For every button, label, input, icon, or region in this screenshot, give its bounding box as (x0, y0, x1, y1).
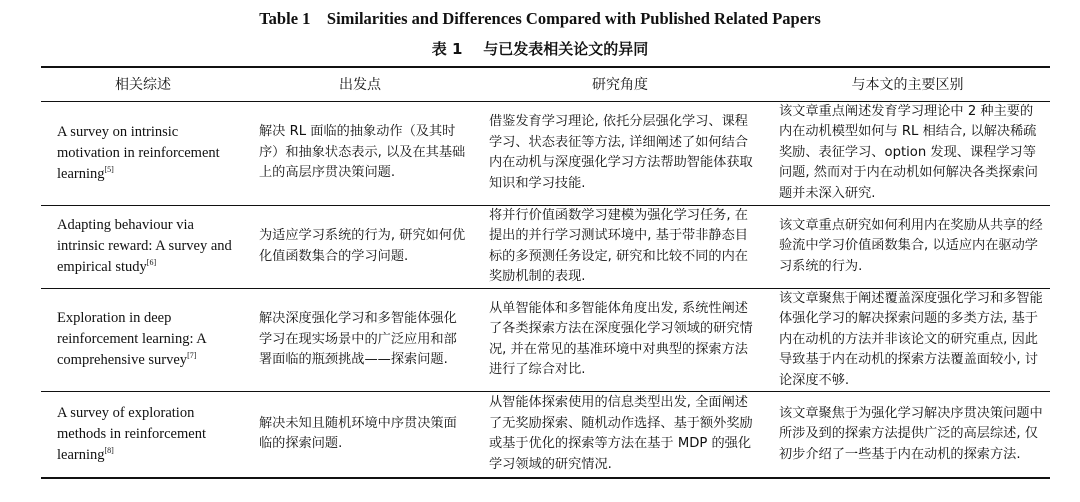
citation-ref: [8] (104, 445, 114, 455)
table-header-row (41, 67, 1050, 101)
comparison-table (41, 66, 1050, 479)
related-survey-cell (41, 392, 245, 478)
paper-title: A survey on intrinsic motivation in reinforcement learning (57, 123, 220, 182)
difference-cell: 该文章重点阐述发育学习理论中 2 种主要的内在动机模型如何与 RL 相结合, 以解决稀疏奖励、表征学习、option 发现、课程学习等问题, 然而对于内在动机如何解决各类探索问题并未深入研究. (779, 103, 1038, 201)
perspective-cell: 从单智能体和多智能体角度出发, 系统性阐述了各类探索方法在深度强化学习领域的研究情况, 并在常见的基准环境中对典型的探索方法进行了综合对比. (489, 300, 753, 378)
paper-title: Adapting behaviour via intrinsic reward: A survey and empirical study (57, 217, 232, 275)
perspective-cell: 将并行价值函数学习建模为强化学习任务, 在提出的并行学习测试环境中, 基于带非静态目标的多预测任务设定, 研究和比较不同的内在奖励机制的表现. (489, 207, 748, 284)
related-survey-cell (41, 101, 245, 205)
table-row (41, 101, 1050, 205)
motivation-cell: 解决 RL 面临的抽象动作（及其时序）和抽象状态表示, 以及在其基础上的高层序贯决策问题. (259, 124, 466, 181)
motivation-cell: 解决深度强化学习和多智能体强化学习在现实场景中的广泛应用和部署面临的瓶颈挑战——探索问题. (259, 311, 457, 367)
header-related-survey: 相关综述 (115, 77, 171, 94)
table-row (41, 392, 1050, 478)
difference-cell: 该文章聚焦于阐述覆盖深度强化学习和多智能体强化学习的解决探索问题的多类方法, 基于内在动机的方法并非该论文的研究重点, 因此导致基于内在动机的探索方法覆盖面较小, 讨论深度不够. (779, 290, 1043, 388)
perspective-cell: 从智能体探索使用的信息类型出发, 全面阐述了无奖励探索、随机动作选择、基于额外奖励或基于优化的探索等方法在基于 MDP 的强化学习领域的研究情况. (489, 395, 753, 472)
paper-title: A survey of exploration methods in reinforcement learning (57, 404, 206, 463)
related-survey-cell (41, 205, 245, 288)
perspective-cell: 借鉴发育学习理论, 依托分层强化学习、课程学习、状态表征等方法, 详细阐述了如何结合内在动机与深度强化学习方法帮助智能体获取知识和学习技能. (489, 114, 753, 191)
citation-ref: [6] (146, 258, 157, 267)
related-survey-cell (41, 288, 245, 392)
table-title-english: Table 1 Similarities and Differences Compared with Published Related Papers (259, 9, 821, 28)
table-title-chinese: 表 1 与已发表相关论文的异同 (431, 40, 649, 58)
paper-title: Exploration in deep reinforcement learning: A comprehensive survey (57, 310, 206, 369)
header-research-perspective: 研究角度 (592, 77, 648, 94)
motivation-cell: 为适应学习系统的行为, 研究如何优化值函数集合的学习问题. (259, 228, 466, 264)
difference-cell: 该文章聚焦于为强化学习解决序贯决策问题中所涉及到的探索方法提供广泛的高层综述, 仅初步介绍了一些基于内在动机的探索方法. (779, 405, 1043, 462)
citation-ref: [5] (104, 164, 114, 174)
table-row (41, 205, 1050, 288)
table-row (41, 288, 1050, 392)
motivation-cell: 解决未知且随机环境中序贯决策面临的探索问题. (259, 415, 457, 452)
difference-cell: 该文章重点研究如何利用内在奖励从共享的经验流中学习价值函数集合, 以适应内在驱动学习系统的行为. (779, 217, 1043, 274)
header-main-difference: 与本文的主要区别 (851, 77, 964, 94)
header-motivation: 出发点 (339, 77, 381, 94)
citation-ref: [7] (187, 351, 197, 361)
